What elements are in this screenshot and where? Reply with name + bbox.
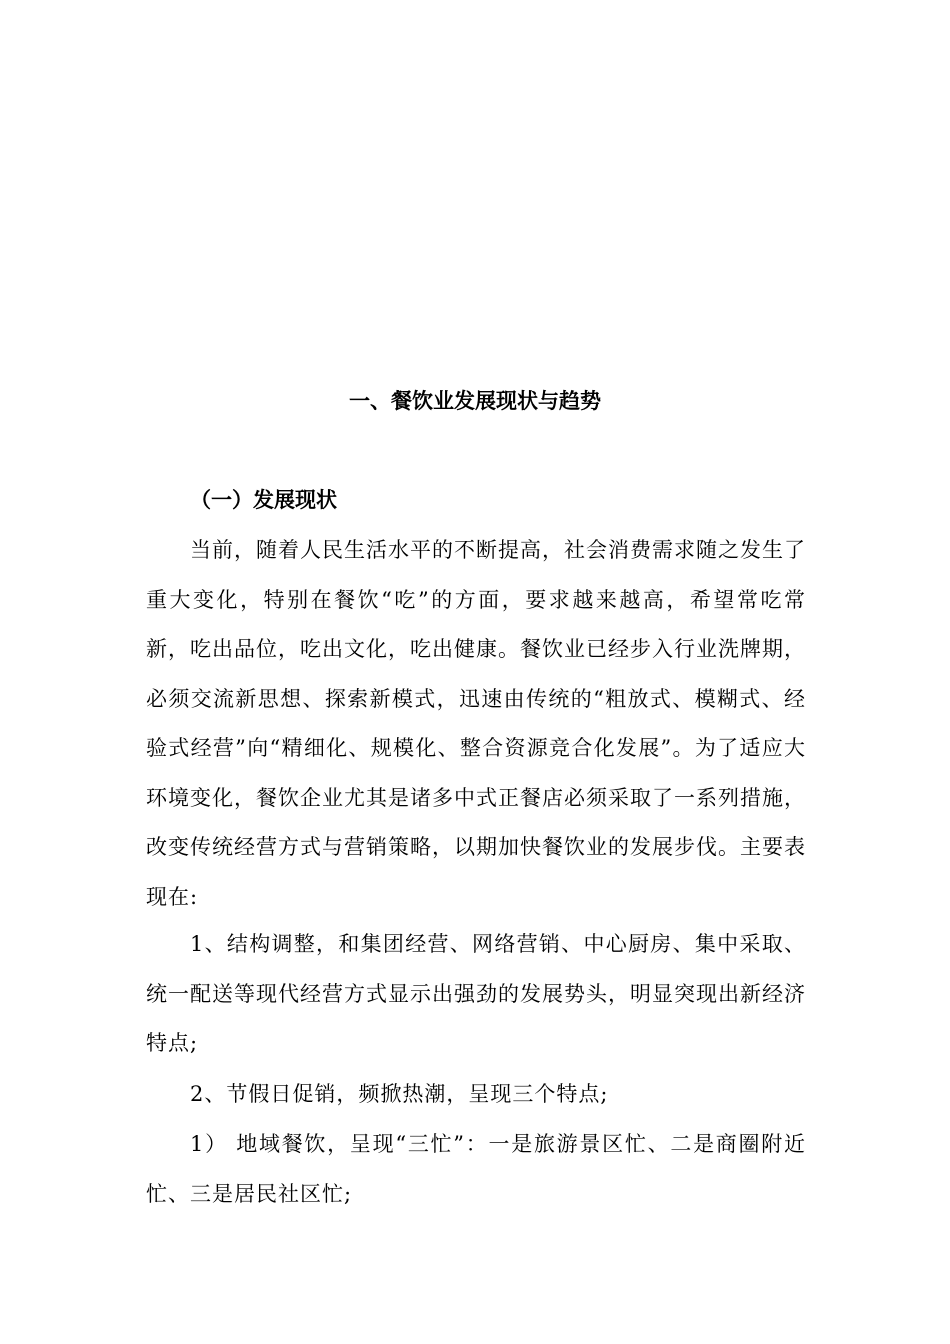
paragraph-intro: 当前，随着人民生活水平的不断提高，社会消费需求随之发生了重大变化，特别在餐饮“吃”的方面，要求越来越高，希望常吃常新，吃出品位，吃出文化，吃出健康。餐饮业已经步入行业洗牌期，必须交流新思想、探索新模式，迅速由传统的“粗放式、模糊式、经验式经营”向“精细化、规模化、整合资源竞合化发展”。为了适应大环境变化，餐饮企业尤其是诸多中式正餐店必须采取了一系列措施，改变传统经营方式与营销策略，以期加快餐饮业的发展步伐。主要表现在: bbox=[146, 538, 806, 909]
paragraph-subitem-1: 1） 地域餐饮，呈现“三忙”：一是旅游景区忙、二是商圈附近忙、三是居民社区忙; bbox=[146, 1132, 806, 1206]
document-title: 一、餐饮业发展现状与趋势 bbox=[349, 389, 601, 413]
paragraph-item-2: 2、节假日促销，频掀热潮，呈现三个特点; bbox=[190, 1082, 609, 1106]
section-heading: （一）发展现状 bbox=[190, 488, 337, 512]
paragraph-item-1: 1、结构调整，和集团经营、网络营销、中心厨房、集中采取、统一配送等现代经营方式显示出强劲的发展势头，明显突现出新经济特点; bbox=[146, 932, 806, 1055]
